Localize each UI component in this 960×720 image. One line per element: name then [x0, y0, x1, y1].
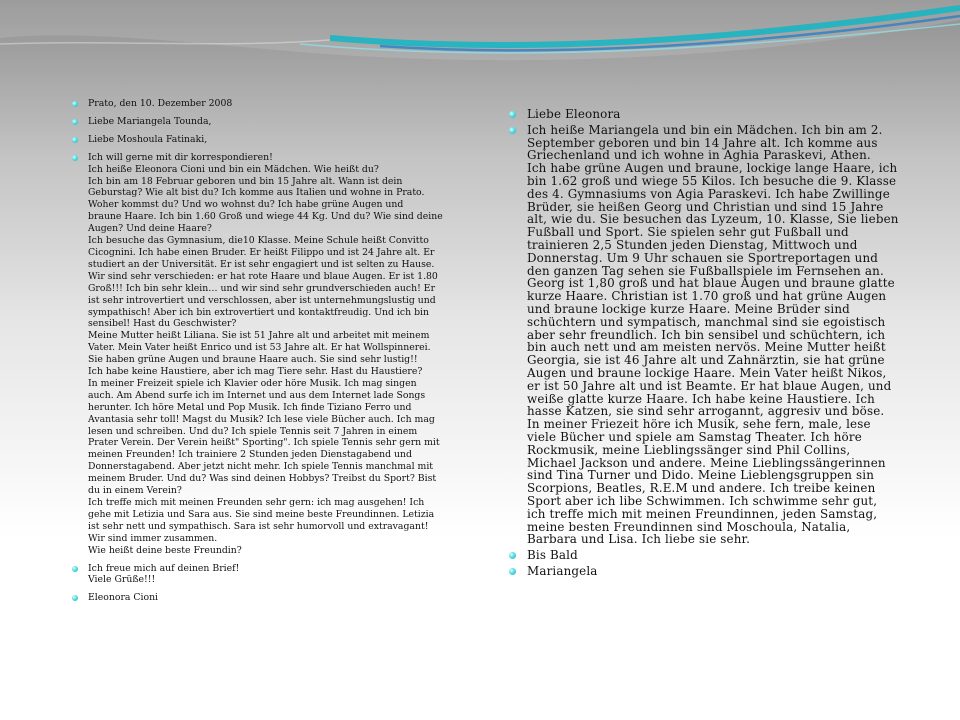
letter-signature: Mariangela: [527, 565, 929, 578]
letter-from-eleonora: [88, 98, 468, 610]
letter-from-mariangela: [527, 108, 929, 581]
letter-signature: Eleonora Cioni: [88, 592, 468, 604]
letter-closing: Bis Bald: [527, 549, 929, 562]
greeting-eleonora: Liebe Eleonora: [527, 108, 929, 121]
letter-closing: Ich freue mich auf deinen Brief! Viele Grüße!!!: [88, 563, 468, 587]
decorative-wave-header: [0, 0, 960, 90]
greeting-mariangela: Liebe Mariangela Tounda,: [88, 116, 468, 128]
letter-body: Ich heiße Mariangela und bin ein Mädchen. Ich bin am 2. September geboren und bin 14 Jahre alt. Ich komme aus Griechenland und ich wohne in Aghia Paraskevi, Athen. Ich habe grüne Augen und braune, lockige lange Haare, ich bin 1.62 groß und wiege 55 Kilos. Ich besuche die 9. Klasse des 4. Gymnasiums von Agia Paraskevi. Ich habe Zwillinge Brüder, sie heißen Georg und Christian und sind 15 Jahre alt, wie du. Sie besuchen das Lyzeum, 10. Klasse, Sie lieben Fußball und Sport. Sie spielen sehr gut Fußball und trainieren 2,5 Stunden jeden Dienstag, Mittwoch und Donnerstag. Um 9 Uhr schauen sie Sportreportagen und den ganzen Tag sehen sie Fußballspiele im Fernsehen an. Georg ist 1,80 groß und hat blaue Augen und braune glatte kurze Haare. Christian ist 1.70 groß und hat grüne Augen und braune lockige kurze Haare. Meine Brüder sind schüchtern und sympatisch, manchmal sind sie egoistisch aber sehr freundlich. Ich bin sensibel und schüchtern, ich bin auch nett und am meisten nervös. Meine Mutter heißt Georgia, sie ist 46 Jahre alt und Zahnärztin, sie hat grüne Augen und braune lockige Haare. Mein Vater heißt Nikos, er ist 50 Jahre alt und ist Beamte. Er hat blaue Augen, und weiße glatte kurze Haare. Ich habe keine Haustiere. Ich hasse Katzen, sie sind sehr arrogannt, aggresiv und böse. In meiner Friezeit höre ich Musik, sehe fern, male, lese viele Bücher und spiele am Samstag Theater. Ich höre Rockmusik, meine Lieblingssänger sind Phil Collins, Michael Jackson und andere. Meine Lieblingssängerinnen sind Tina Turner und Dido. Meine Lieblengsgruppen sin Scorpions, Beatles, R.E.M und andere. Ich treibe keinen Sport aber ich libe Schwimmen. Ich schwimme sehr gut, ich treffe mich mit meinen Freundinnen, jeden Samstag, meine besten Freundinnen sind Moschoula, Natalia, Barbara und Lisa. Ich liebe sie sehr.: [527, 124, 929, 546]
letter-body: Ich will gerne mit dir korrespondieren! Ich heiße Eleonora Cioni und bin ein Mädchen. Wie heißt du? Ich bin am 18 Februar geboren und bin 15 Jahre alt. Wann ist dein Geburstag? Wie alt bist du? Ich komme aus Italien und wohne in Prato. Woher kommst du? Und wo wohnst du? Ich habe grüne Augen und braune Haare. Ich bin 1.60 Groß und wiege 44 Kg. Und du? Wie sind deine Augen? Und deine Haare? Ich besuche das Gymnasium, die10 Klasse. Meine Schule heißt Convitto Cicognini. Ich habe einen Bruder. Er heißt Filippo und ist 24 Jahre alt. Er studiert an der Universität. Er ist sehr engagiert und ist selten zu Hause. Wir sind sehr verschieden: er hat rote Haare und blaue Augen. Er ist 1.80 Groß!!! Ich bin sehr klein… und wir sind sehr grundverschieden auch! Er ist sehr introvertiert und verschlossen, aber ist unternehmungslustig und sympathisch! Aber ich bin extrovertiert und kontaktfreudig. Und ich bin sensibel! Hast du Geschwister? Meine Mutter heißt Liliana. Sie ist 51 Jahre alt und arbeitet mit meinem Vater. Mein Vater heißt Enrico und ist 53 Jahre alt. Er hat Wollspinnerei. Sie haben grüne Augen und braune Haare auch. Sie sind sehr lustig!! Ich habe keine Haustiere, aber ich mag Tiere sehr. Hast du Haustiere? In meiner Freizeit spiele ich Klavier oder höre Musik. Ich mag singen auch. Am Abend surfe ich im Internet und aus dem Internet lade Songs herunter. Ich höre Metal und Pop Musik. Ich finde Tiziano Ferro und Avantasia sehr toll! Magst du Musik? Ich lese viele Bücher auch. Ich mag lesen und schreiben. Und du? Ich spiele Tennis seit 7 Jahren in einem Prater Verein. Der Verein heißt" Sporting". Ich spiele Tennis sehr gern mit meinen Freunden! Ich trainiere 2 Stunden jeden Dienstagabend und Donnerstagabend. Aber jetzt nicht mehr. Ich spiele Tennis manchmal mit meinem Bruder. Und du? Was sind deinen Hobbys? Treibst du Sport? Bist du in einem Verein? Ich treffe mich mit meinen Freunden sehr gern: ich mag ausgehen! Ich gehe mit Letizia und Sara aus. Sie sind meine beste Freundinnen. Letizia ist sehr nett und sympathisch. Sara ist sehr humorvoll und extravagant! Wir sind immer zusammen. Wie heißt deine beste Freundin?: [88, 152, 468, 557]
greeting-moshoula: Liebe Moshoula Fatinaki,: [88, 134, 468, 146]
letter-date: Prato, den 10. Dezember 2008: [88, 98, 468, 110]
